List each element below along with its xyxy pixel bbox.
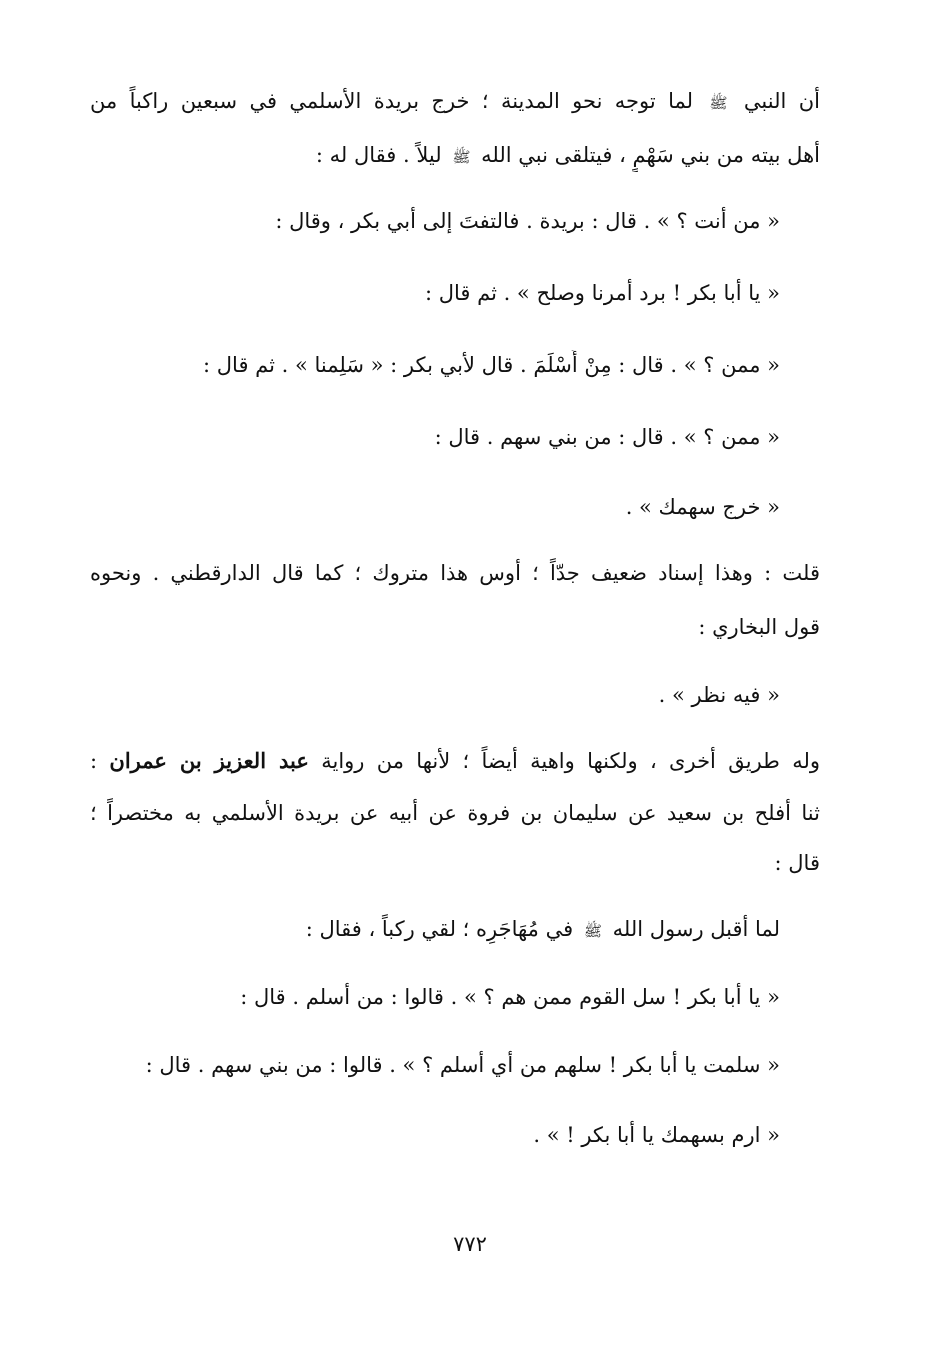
text-line-16: « سلمت يا أبا بكر ! سلهم من أي أسلم ؟ » . قالوا : من بني سهم . قال : [145, 1053, 780, 1077]
salutation-icon: ﷺ [583, 921, 602, 940]
text-line-1: أن النبي ﷺ لما توجه نحو المدينة ؛ خرج بريدة الأسلمي في سبعين راكباً من [90, 86, 820, 118]
text-line-6: « ممن ؟ » . قال : من بني سهم . قال : [434, 425, 780, 449]
salutation-icon: ﷺ [709, 93, 728, 112]
text-line-15: « يا أبا بكر ! سل القوم ممن هم ؟ » . قالوا : من أسلم . قال : [240, 985, 780, 1009]
text-line-2: أهل بيته من بني سَهْمٍ ، فيتلقى نبي الله ﷺ ليلاً . فقال له : [90, 140, 820, 172]
text-line-12: ثنا أفلح بن سعيد عن سليمان بن فروة عن أبيه عن بريدة الأسلمي به مختصراً ؛ [90, 801, 820, 825]
text-line-8: قلت : وهذا إسناد ضعيف جدّاً ؛ أوس هذا متروك ؛ كما قال الدارقطني . ونحوه [90, 561, 820, 585]
salutation-icon: ﷺ [452, 147, 471, 166]
text-line-7: « خرج سهمك » . [625, 495, 780, 519]
text-line-5: « ممن ؟ » . قال : مِنْ أَسْلَمَ . قال لأبي بكر : « سَلِمنا » . ثم قال : [203, 353, 780, 377]
page-number: ٧٧٢ [453, 1232, 487, 1256]
narrator-name: عبد العزيز بن عمران [109, 748, 309, 773]
text-line-13: قال : [774, 851, 820, 875]
text-line-17: « ارم بسهمك يا أبا بكر ! » . [533, 1123, 780, 1147]
text-line-9: قول البخاري : [698, 615, 820, 639]
text-line-3: « من أنت ؟ » . قال : بريدة . فالتفتَ إلى أبي بكر ، وقال : [275, 209, 780, 233]
text-line-14: لما أقبل رسول الله ﷺ في مُهَاجَرِه ؛ لقي ركباً ، فقال : [90, 914, 780, 946]
text-line-11: وله طريق أخرى ، ولكنها واهية أيضاً ؛ لأنها من رواية عبد العزيز بن عمران : [90, 748, 820, 773]
text-line-4: « يا أبا بكر ! برد أمرنا وصلح » . ثم قال : [424, 281, 780, 305]
text-line-10: « فيه نظر » . [658, 683, 780, 707]
